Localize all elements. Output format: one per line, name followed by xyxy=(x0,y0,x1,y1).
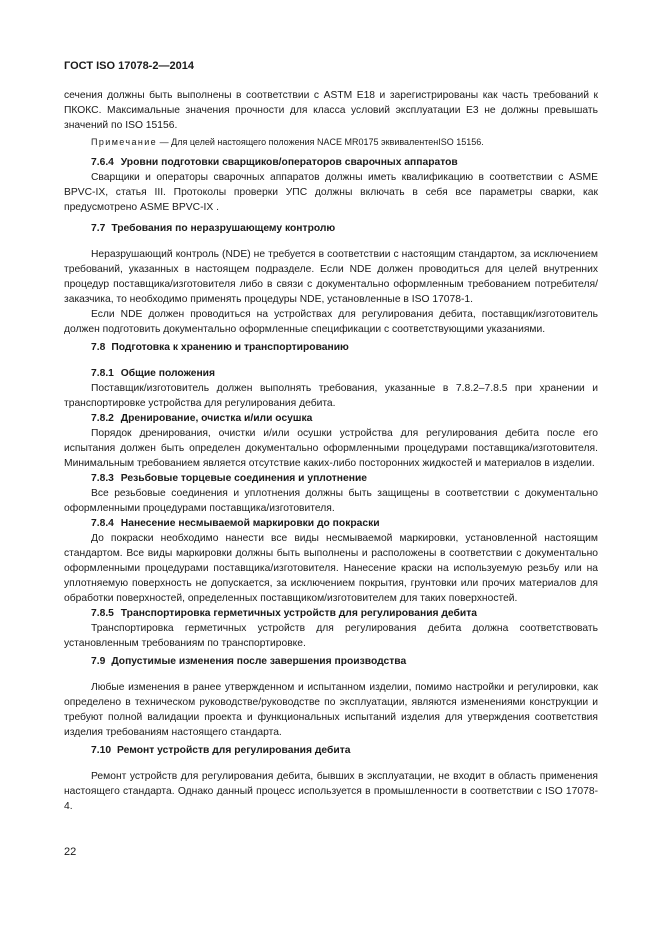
section-7-10-text: Ремонт устройств для регулирования дебита, бывших в эксплуатации, не входит в область применения настоящего стандарта. Однако данный процесс используется в промышленности в соответствии с ISO 17078-4. xyxy=(64,771,598,812)
subsection-7-8-2-heading: 7.8.2 Дренирование, очистка и/или осушка xyxy=(91,413,313,424)
subsection-7-8-5-heading: 7.8.5 Транспортировка герметичных устройств для регулирования дебита xyxy=(91,608,477,619)
document-header: ГОСТ ISO 17078-2—2014 xyxy=(64,60,194,72)
subsection-7-8-3-heading: 7.8.3 Резьбовые торцевые соединения и уплотнение xyxy=(91,473,367,484)
note-text: — Для целей настоящего положения NACE MR0175 эквивалентенISO 15156. xyxy=(159,137,484,147)
subsection-7-8-4-text: До покраски необходимо нанести все виды несмываемой маркировки, установленной настоящим стандартом. Все виды маркировки должны быть выполнены и расположены в соответствии с документально оформленными процедурами поставщика/изготовителя. Нанесение краски на используемую резьбу или на уплотняемую поверхность не допускается, за исключением покрытия, грунтовки или прочих материалов для обработки поверхностей, определенных поставщиком/изготовителем для таких поверхностей. xyxy=(64,533,598,604)
section-7-7-paragraph-1: Неразрушающий контроль (NDE) не требуется в соответствии с настоящим стандартом, за исключением требований, указанных в настоящем подразделе. Если NDE должен проводиться для целей внутренних процедур поставщика/изготовителя либо в связи с документально оформленным требованием потребителя/заказчика, то необходимо применять процедуры NDE, установленные в ISO 17078-1. xyxy=(64,249,598,305)
subsection-7-8-5-text: Транспортировка герметичных устройств для регулирования дебита должна соответствовать установленным требованиям по транспортировке. xyxy=(64,623,598,649)
subsection-7-6-4-heading: 7.6.4 Уровни подготовки сварщиков/операторов сварочных аппаратов xyxy=(91,157,458,168)
subsection-7-6-4-text: Сварщики и операторы сварочных аппаратов должны иметь квалификацию в соответствии с ASME BPVC-IX, статья III. Протоколы проверки УПС должны включать в себя все параметры сварки, как предусмотрено ASME BPVC-IX . xyxy=(64,172,598,213)
intro-paragraph: сечения должны быть выполнены в соответствии с ASTM E18 и зарегистрированы как часть требований к ПКОКС. Максимальные значения прочности для класса условий эксплуатации Е3 не должны превышать значений по ISO 15156. xyxy=(64,90,598,131)
section-7-7-paragraph-2: Если NDE должен проводиться на устройствах для регулирования дебита, поставщик/изготовитель должен подготовить документально оформленные спецификации с соответствующими указаниями. xyxy=(64,309,598,335)
note xyxy=(64,135,598,149)
section-7-7-heading: 7.7 Требования по неразрушающему контролю xyxy=(91,223,336,234)
section-7-10-heading: 7.10 Ремонт устройств для регулирования дебита xyxy=(91,745,351,756)
document-body xyxy=(64,88,598,814)
subsection-7-8-1-heading: 7.8.1 Общие положения xyxy=(91,368,216,379)
subsection-7-8-1-text: Поставщик/изготовитель должен выполнять требования, указанные в 7.8.2–7.8.5 при хранении и транспортировке устройства для регулирования дебита. xyxy=(64,383,598,409)
section-7-8-heading: 7.8 Подготовка к хранению и транспортированию xyxy=(91,342,349,353)
subsection-7-8-3-text: Все резьбовые соединения и уплотнения должны быть защищены в соответствии с документально оформленными процедурами поставщика/изготовителя. xyxy=(64,488,598,514)
note-label: Примечание xyxy=(91,137,158,147)
section-7-9-heading: 7.9 Допустимые изменения после завершения производства xyxy=(91,656,407,667)
subsection-7-8-4-heading: 7.8.4 Нанесение несмываемой маркировки до покраски xyxy=(91,518,380,529)
page-number: 22 xyxy=(64,846,77,858)
section-7-9-text: Любые изменения в ранее утвержденном и испытанном изделии, помимо настройки и регулировки, как определено в техническом руководстве/руководстве по эксплуатации, являются изменениями конструкции и требуют полной валидации проекта и функциональных испытаний изделия для утверждения соответствия изделия требованиям настоящего стандарта. xyxy=(64,682,598,738)
subsection-7-8-2-text: Порядок дренирования, очистки и/или осушки устройства для регулирования дебита после его испытания должен быть определен документально оформленными процедурами поставщика/изготовителя. Минимальным требованием является отсутствие каких-либо посторонних жидкостей и материалов в изделии. xyxy=(64,428,598,469)
